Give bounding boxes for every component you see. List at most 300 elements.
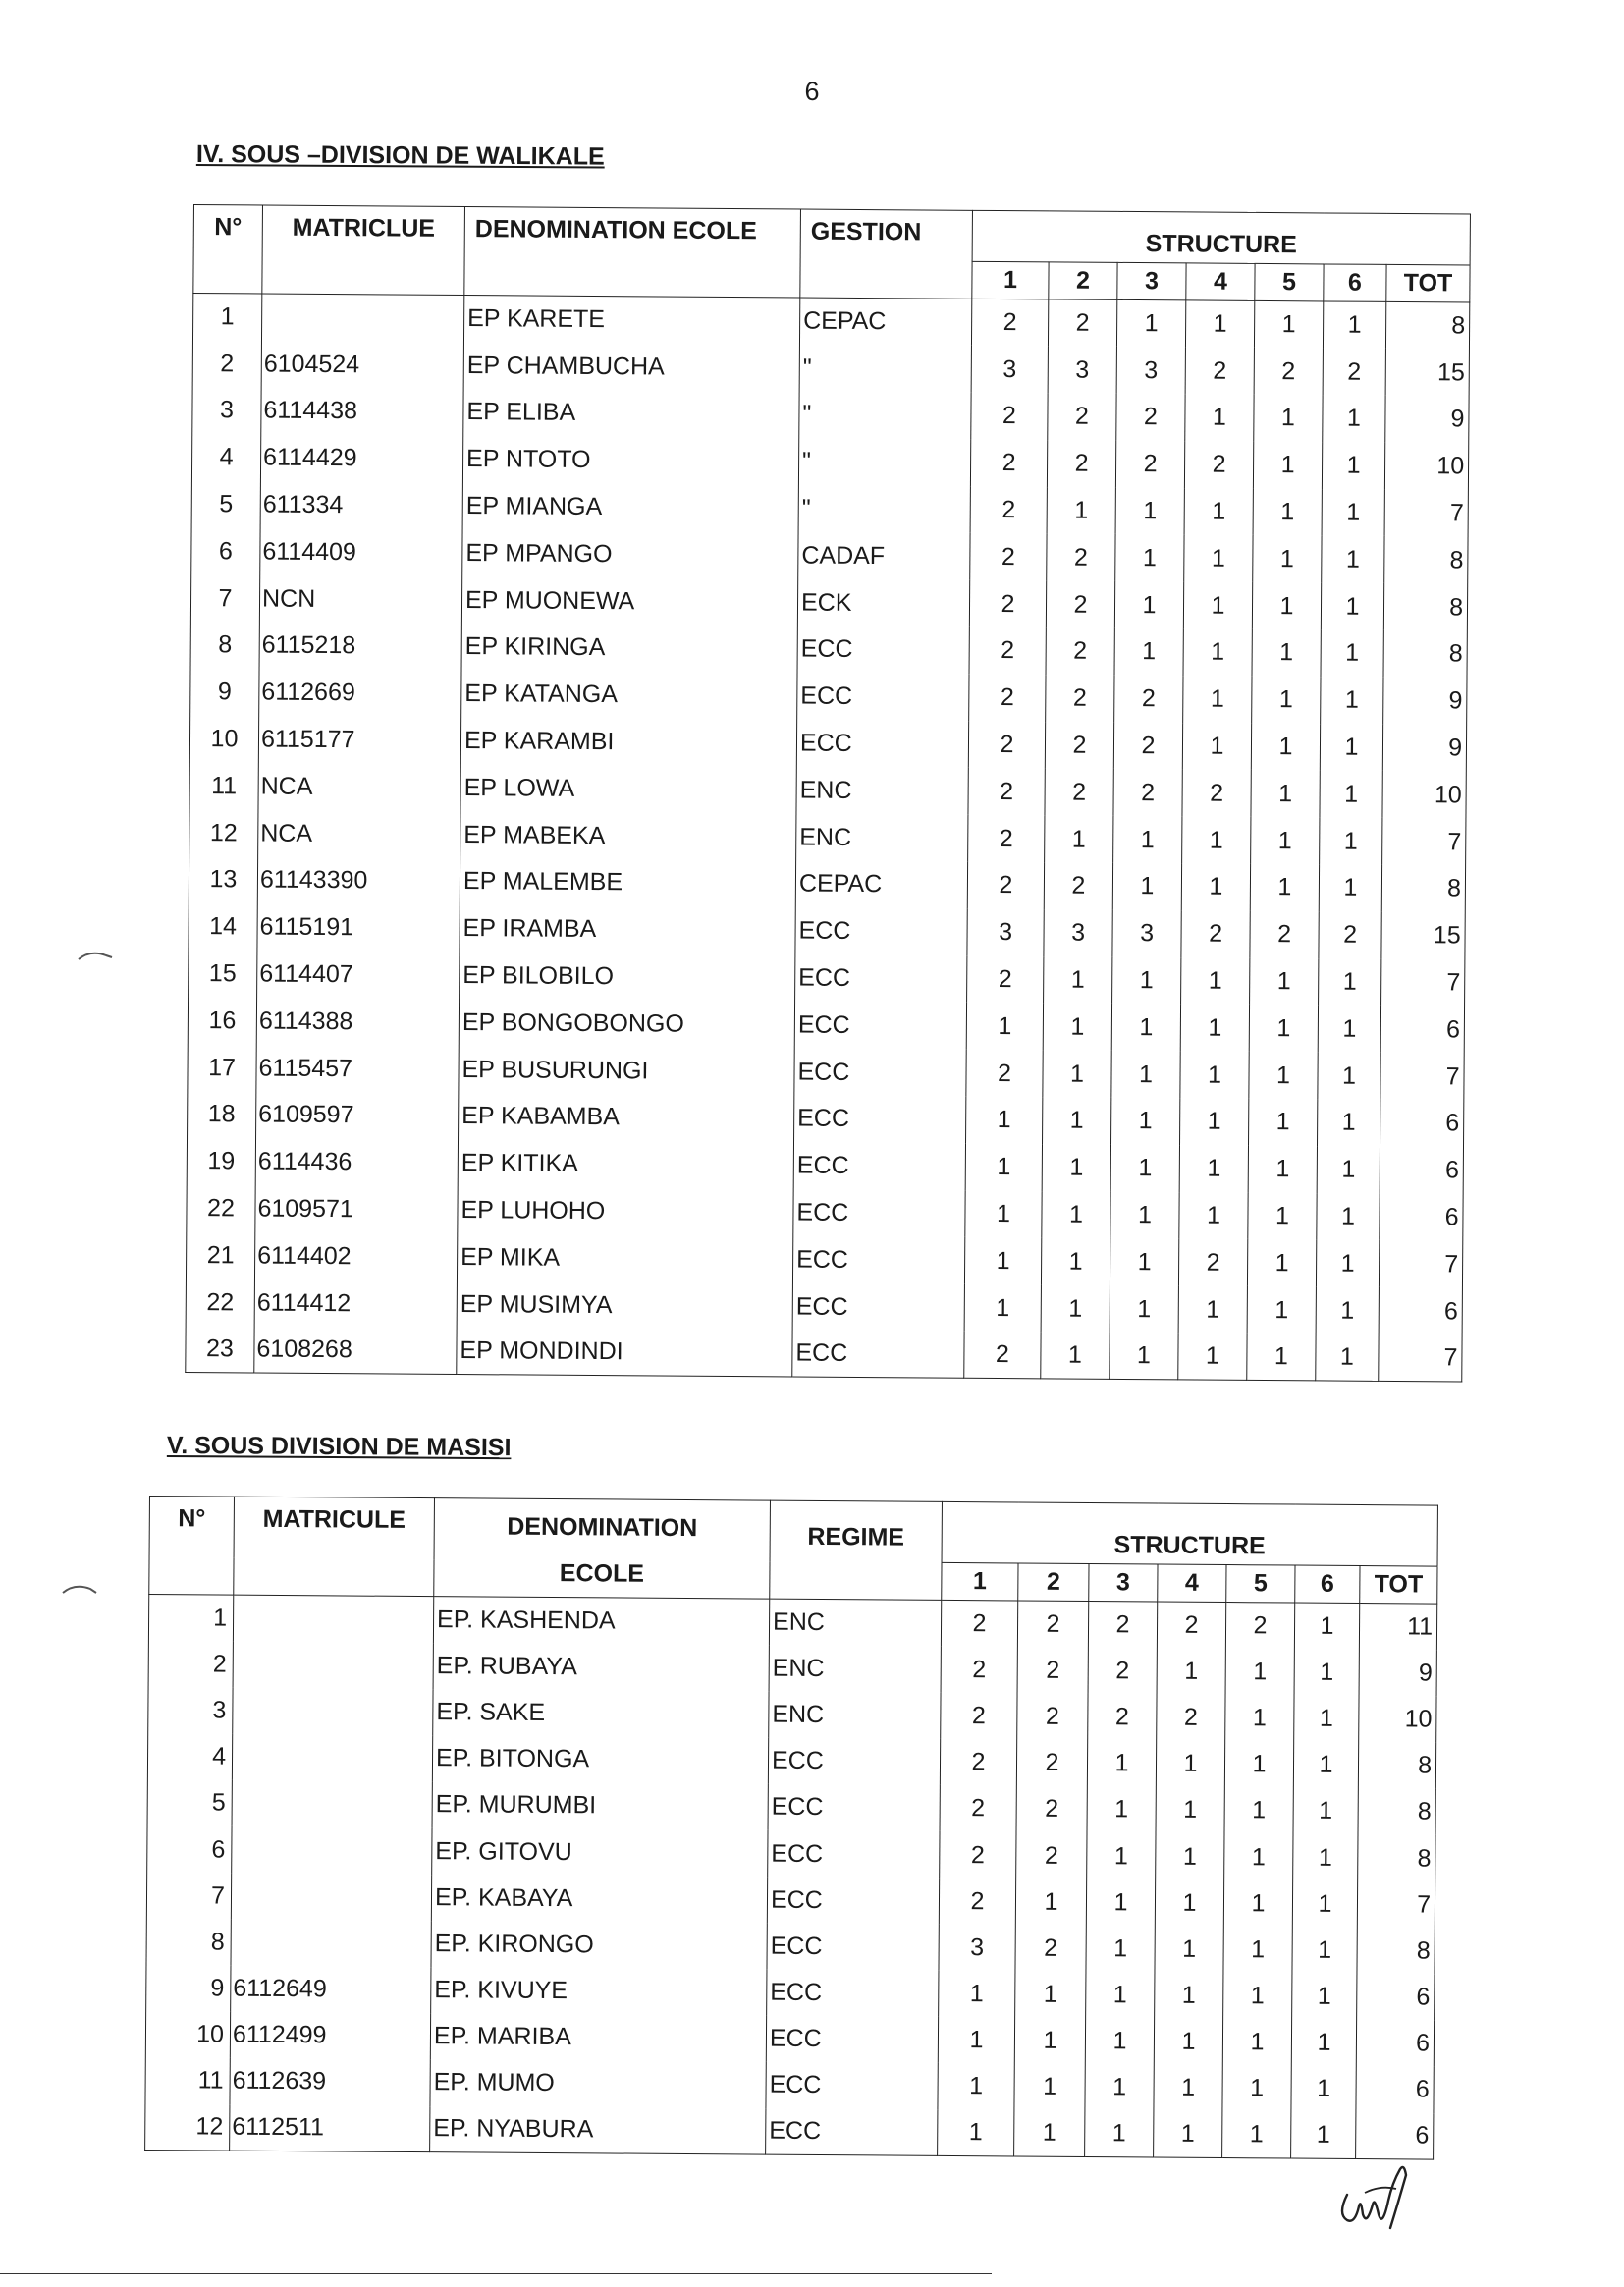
- structure-year-3-cell: 1: [1110, 1145, 1179, 1192]
- gestion-cell: ": [798, 438, 970, 486]
- total-cell: 8: [1383, 630, 1467, 678]
- structure-year-3-cell: 1: [1113, 816, 1182, 863]
- structure-year-1-cell: 2: [969, 580, 1046, 627]
- regime-cell: ECC: [768, 1830, 940, 1878]
- col-header-regime: REGIME: [770, 1500, 943, 1600]
- structure-year-1-cell: 2: [941, 1600, 1017, 1647]
- matricule-cell: 6115177: [258, 716, 460, 764]
- matricule-cell: 61143390: [257, 857, 460, 905]
- structure-year-5-cell: 1: [1224, 1787, 1293, 1834]
- matricule-cell: 6114436: [255, 1138, 458, 1186]
- structure-year-5-cell: 1: [1252, 582, 1321, 629]
- structure-year-5-cell: 1: [1224, 1833, 1293, 1880]
- structure-year-1-cell: 2: [971, 299, 1048, 346]
- school-name-cell: EP. MARIBA: [430, 2013, 766, 2062]
- structure-year-4-cell: 2: [1178, 1239, 1247, 1286]
- gestion-cell: CADAF: [798, 532, 970, 580]
- structure-year-1-cell: 2: [968, 768, 1045, 815]
- structure-year-1-cell: 2: [940, 1785, 1016, 1832]
- structure-year-4-cell: 1: [1178, 1286, 1247, 1334]
- school-name-cell: EP CHAMBUCHA: [463, 342, 799, 391]
- structure-year-5-cell: 1: [1251, 724, 1320, 771]
- col-header-denomination: [434, 1498, 771, 1600]
- matricule-cell: 6112639: [230, 2058, 430, 2106]
- structure-year-3-cell: 1: [1086, 1972, 1155, 2019]
- structure-year-3-cell: 1: [1114, 628, 1183, 676]
- structure-year-6-cell: 1: [1321, 630, 1383, 678]
- row-number: 7: [190, 574, 259, 622]
- structure-year-1-cell: 2: [969, 627, 1046, 675]
- structure-year-1-cell: 2: [964, 1332, 1041, 1379]
- structure-year-6-cell: 1: [1316, 1287, 1379, 1334]
- total-cell: 8: [1383, 583, 1467, 630]
- matricule-cell: 6108268: [254, 1327, 457, 1375]
- total-cell: 8: [1357, 1928, 1435, 1975]
- structure-year-2-cell: 1: [1047, 487, 1115, 534]
- school-name-cell: EP KARAMBI: [460, 718, 796, 767]
- footer-rule: [0, 2273, 992, 2274]
- total-cell: 8: [1384, 536, 1468, 583]
- school-name-cell: EP MABEKA: [460, 811, 796, 860]
- school-name-cell: EP IRAMBA: [460, 905, 795, 954]
- structure-year-2-cell: 2: [1048, 393, 1116, 440]
- total-cell: 6: [1380, 1194, 1463, 1241]
- structure-year-2-cell: 3: [1044, 909, 1112, 956]
- school-name-cell: EP. BITONGA: [432, 1735, 768, 1784]
- col-header-year-4: 4: [1158, 1564, 1226, 1603]
- structure-year-2-cell: 2: [1046, 675, 1114, 722]
- gestion-cell: ECC: [794, 1096, 966, 1144]
- structure-year-1-cell: 2: [969, 675, 1046, 722]
- structure-year-3-cell: 1: [1115, 488, 1184, 535]
- structure-year-5-cell: 1: [1248, 1193, 1317, 1240]
- gestion-cell: ECC: [793, 1189, 965, 1237]
- gestion-cell: ECC: [796, 720, 968, 768]
- row-number: 21: [186, 1231, 254, 1279]
- matricule-cell: [231, 1873, 431, 1921]
- structure-year-3-cell: 1: [1112, 957, 1181, 1005]
- structure-year-6-cell: 1: [1294, 1695, 1359, 1742]
- structure-year-3-cell: 2: [1116, 394, 1185, 441]
- total-cell: 9: [1359, 1650, 1436, 1697]
- structure-year-6-cell: 1: [1323, 301, 1385, 349]
- structure-year-5-cell: 1: [1225, 1695, 1294, 1742]
- structure-year-5-cell: 1: [1249, 1005, 1318, 1052]
- total-cell: 7: [1381, 959, 1465, 1007]
- structure-year-5-cell: 1: [1247, 1239, 1316, 1286]
- structure-year-3-cell: 1: [1085, 2064, 1154, 2111]
- structure-year-4-cell: 1: [1183, 628, 1252, 676]
- structure-year-1-cell: 3: [939, 1925, 1015, 1972]
- col-header-structure: STRUCTURE: [942, 1501, 1438, 1566]
- structure-year-6-cell: 1: [1320, 771, 1382, 818]
- row-number: 12: [145, 2104, 230, 2151]
- row-number: 17: [188, 1044, 256, 1091]
- gestion-cell: ECC: [792, 1331, 964, 1379]
- matricule-cell: NCA: [258, 810, 460, 858]
- structure-year-6-cell: 2: [1323, 349, 1385, 396]
- school-name-cell: EP. KIVUYE: [431, 1967, 767, 2016]
- gestion-cell: ECC: [797, 626, 969, 675]
- structure-year-3-cell: 1: [1111, 1004, 1180, 1051]
- structure-year-6-cell: 1: [1316, 1240, 1379, 1287]
- table-row: [145, 2104, 1434, 2160]
- school-name-cell: EP MUONEWA: [461, 576, 797, 626]
- row-number: 12: [189, 809, 258, 856]
- col-header-year-5: 5: [1255, 263, 1324, 301]
- matricule-cell: [232, 1734, 432, 1782]
- school-name-cell: EP. RUBAYA: [433, 1643, 769, 1692]
- structure-year-2-cell: 1: [1044, 956, 1112, 1004]
- school-name-cell: EP. KABAYA: [431, 1875, 767, 1924]
- structure-year-6-cell: 1: [1291, 2066, 1356, 2113]
- structure-year-4-cell: 1: [1154, 2065, 1222, 2112]
- structure-year-2-cell: 2: [1046, 627, 1114, 675]
- structure-year-4-cell: 1: [1180, 1098, 1249, 1145]
- structure-year-6-cell: 1: [1323, 396, 1385, 443]
- structure-year-5-cell: 1: [1247, 1286, 1316, 1334]
- col-header-denomination-line2: ECOLE: [559, 1559, 645, 1588]
- structure-year-1-cell: 2: [941, 1647, 1017, 1694]
- gestion-cell: ECC: [792, 1283, 964, 1332]
- matricule-cell: [233, 1688, 433, 1736]
- structure-year-6-cell: 1: [1291, 2020, 1356, 2067]
- structure-year-6-cell: 1: [1316, 1334, 1379, 1381]
- total-cell: 7: [1380, 1053, 1464, 1100]
- total-cell: 8: [1358, 1742, 1435, 1789]
- structure-year-2-cell: 2: [1017, 1693, 1088, 1740]
- structure-year-6-cell: 1: [1317, 1193, 1380, 1240]
- structure-year-6-cell: 1: [1321, 677, 1383, 724]
- school-name-cell: EP BILOBILO: [460, 953, 795, 1002]
- total-cell: 8: [1358, 1834, 1435, 1881]
- matricule-cell: 6114409: [260, 528, 462, 576]
- structure-year-3-cell: 1: [1086, 1926, 1155, 1973]
- row-number: 11: [189, 762, 258, 809]
- structure-year-2-cell: 1: [1043, 1097, 1111, 1144]
- structure-year-5-cell: 1: [1253, 489, 1322, 536]
- regime-cell: ECC: [766, 2016, 938, 2063]
- col-header-denomination-line1: DENOMINATION: [507, 1512, 698, 1543]
- row-number: 4: [191, 434, 260, 481]
- total-cell: 9: [1383, 678, 1467, 725]
- matricule-cell: 6114438: [261, 388, 463, 436]
- matricule-cell: 6104524: [261, 341, 463, 389]
- structure-year-3-cell: 1: [1110, 1192, 1179, 1239]
- row-number: 2: [148, 1641, 233, 1688]
- col-header-year-6: 6: [1324, 264, 1386, 301]
- col-header-matricule: MATRICLUE: [262, 205, 465, 296]
- gestion-cell: ": [799, 392, 971, 440]
- structure-year-2-cell: 1: [1041, 1238, 1110, 1285]
- total-cell: 6: [1356, 2020, 1434, 2067]
- gestion-cell: ECC: [795, 907, 967, 955]
- matricule-cell: 6112669: [259, 669, 461, 717]
- structure-year-4-cell: 1: [1156, 1741, 1224, 1788]
- regime-cell: ENC: [769, 1692, 941, 1739]
- matricule-cell: [233, 1641, 433, 1689]
- structure-year-3-cell: 1: [1087, 1786, 1156, 1833]
- regime-cell: ECC: [766, 2108, 938, 2155]
- structure-year-1-cell: 2: [967, 862, 1044, 909]
- matricule-cell: 6114388: [256, 998, 459, 1046]
- structure-year-6-cell: 1: [1318, 1053, 1380, 1100]
- structure-year-4-cell: 1: [1180, 1005, 1249, 1052]
- col-header-gestion: GESTION: [800, 209, 973, 299]
- structure-year-5-cell: 2: [1225, 1603, 1294, 1650]
- school-name-cell: EP MIKA: [457, 1233, 792, 1282]
- gestion-cell: ECC: [797, 673, 969, 721]
- gestion-cell: CEPAC: [799, 298, 971, 346]
- regime-cell: ECC: [768, 1738, 940, 1785]
- structure-year-6-cell: 1: [1317, 1146, 1380, 1193]
- structure-year-4-cell: 1: [1182, 817, 1251, 864]
- structure-year-1-cell: 2: [941, 1693, 1017, 1740]
- structure-year-5-cell: 1: [1248, 1146, 1317, 1193]
- total-cell: 6: [1379, 1287, 1462, 1334]
- structure-year-1-cell: 1: [964, 1237, 1041, 1284]
- matricule-cell: 6115218: [259, 623, 461, 671]
- row-number: 18: [188, 1091, 256, 1138]
- structure-year-1-cell: 1: [964, 1284, 1041, 1332]
- matricule-cell: [232, 1780, 432, 1828]
- structure-year-4-cell: 1: [1155, 1879, 1223, 1927]
- total-cell: 7: [1379, 1334, 1462, 1382]
- structure-year-5-cell: 1: [1250, 958, 1319, 1006]
- structure-year-6-cell: 1: [1292, 1927, 1357, 1974]
- gestion-cell: ECC: [794, 1002, 966, 1050]
- structure-year-1-cell: 1: [966, 1097, 1043, 1144]
- structure-year-1-cell: 2: [939, 1879, 1015, 1926]
- matricule-cell: [231, 1919, 431, 1967]
- structure-year-5-cell: 1: [1224, 1741, 1293, 1788]
- structure-year-3-cell: 1: [1115, 534, 1184, 581]
- structure-year-5-cell: 1: [1222, 2112, 1291, 2159]
- row-number: 3: [192, 387, 261, 434]
- walikale-schools-table: [185, 204, 1471, 1383]
- regime-cell: ENC: [769, 1645, 941, 1692]
- structure-year-2-cell: 1: [1041, 1285, 1110, 1333]
- structure-year-5-cell: 1: [1222, 2019, 1291, 2066]
- structure-year-3-cell: 1: [1110, 1285, 1178, 1333]
- structure-year-6-cell: 2: [1319, 911, 1381, 958]
- structure-year-5-cell: 1: [1252, 629, 1321, 677]
- school-name-cell: EP KATANGA: [461, 671, 797, 720]
- structure-year-4-cell: 1: [1157, 1648, 1225, 1695]
- structure-year-5-cell: 1: [1249, 1099, 1318, 1146]
- structure-year-5-cell: 1: [1222, 2065, 1291, 2112]
- structure-year-1-cell: 2: [970, 533, 1047, 580]
- matricule-cell: [232, 1826, 432, 1875]
- structure-year-3-cell: 2: [1088, 1694, 1157, 1741]
- structure-year-6-cell: 1: [1291, 2112, 1356, 2159]
- matricule-cell: 6112649: [231, 1966, 431, 2014]
- gestion-cell: ECC: [794, 1049, 966, 1097]
- structure-year-2-cell: 2: [1016, 1740, 1087, 1787]
- structure-year-6-cell: 1: [1293, 1742, 1358, 1789]
- structure-year-2-cell: 1: [1014, 2110, 1085, 2157]
- col-header-total: TOT: [1360, 1566, 1437, 1605]
- structure-year-5-cell: 1: [1225, 1649, 1294, 1696]
- structure-year-6-cell: 1: [1320, 818, 1382, 865]
- matricule-cell: 6114407: [257, 951, 460, 999]
- col-header-total: TOT: [1386, 264, 1470, 302]
- structure-year-2-cell: 1: [1014, 2018, 1085, 2065]
- structure-year-6-cell: 1: [1292, 1974, 1357, 2021]
- structure-year-5-cell: 1: [1223, 1927, 1292, 1974]
- signature-initials: [1335, 2155, 1424, 2234]
- row-number: 6: [147, 1825, 232, 1873]
- regime-cell: ECC: [767, 1970, 939, 2017]
- structure-year-3-cell: 1: [1114, 581, 1183, 628]
- structure-year-5-cell: 1: [1223, 1880, 1292, 1928]
- school-name-cell: EP NTOTO: [462, 436, 798, 485]
- total-cell: 7: [1382, 818, 1466, 865]
- structure-year-1-cell: 2: [970, 486, 1047, 533]
- structure-year-1-cell: 1: [965, 1190, 1042, 1237]
- matricule-cell: 6114412: [254, 1280, 457, 1328]
- structure-year-6-cell: 1: [1317, 1099, 1380, 1146]
- structure-year-4-cell: 1: [1185, 395, 1254, 442]
- structure-year-2-cell: 2: [1015, 1925, 1086, 1972]
- school-name-cell: EP ELIBA: [463, 389, 799, 438]
- row-number: 14: [189, 903, 257, 951]
- row-number: 11: [145, 2057, 230, 2104]
- structure-year-2-cell: 1: [1015, 1879, 1086, 1926]
- total-cell: 10: [1382, 771, 1466, 818]
- school-name-cell: EP. SAKE: [433, 1689, 769, 1738]
- row-number: 15: [189, 951, 257, 998]
- structure-year-4-cell: 1: [1179, 1192, 1248, 1239]
- structure-year-1-cell: 3: [967, 909, 1044, 956]
- structure-year-6-cell: 1: [1319, 958, 1381, 1006]
- masisi-schools-table: [144, 1496, 1438, 2160]
- structure-year-1-cell: 1: [938, 2109, 1014, 2156]
- regime-cell: ECC: [766, 2062, 938, 2109]
- row-number: 6: [191, 527, 260, 574]
- structure-year-3-cell: 2: [1088, 1648, 1157, 1695]
- total-cell: 6: [1380, 1147, 1463, 1194]
- matricule-cell: 6109597: [256, 1092, 459, 1140]
- structure-year-1-cell: 2: [968, 815, 1045, 862]
- matricule-cell: NCA: [258, 763, 460, 811]
- structure-year-3-cell: 3: [1112, 910, 1181, 957]
- structure-year-4-cell: 1: [1155, 1973, 1223, 2020]
- row-number: 22: [187, 1185, 255, 1232]
- total-cell: 11: [1359, 1604, 1436, 1651]
- school-name-cell: EP MUSIMYA: [457, 1280, 792, 1330]
- structure-year-3-cell: 1: [1086, 1879, 1155, 1927]
- structure-year-3-cell: 1: [1085, 2018, 1154, 2065]
- matricule-cell: 6112511: [230, 2104, 430, 2152]
- structure-year-4-cell: 1: [1180, 1052, 1249, 1099]
- row-number: 9: [190, 669, 259, 716]
- total-cell: 9: [1385, 396, 1469, 443]
- total-cell: 7: [1384, 490, 1468, 537]
- structure-year-2-cell: 1: [1043, 1004, 1111, 1051]
- structure-year-6-cell: 1: [1322, 489, 1384, 536]
- structure-year-1-cell: 2: [971, 393, 1048, 440]
- matricule-cell: 6109571: [255, 1185, 458, 1233]
- structure-year-2-cell: 2: [1044, 862, 1112, 909]
- row-number: 10: [189, 716, 258, 763]
- matricule-cell: [233, 1595, 433, 1643]
- table-row: [186, 1326, 1462, 1382]
- structure-year-4-cell: 2: [1184, 441, 1253, 488]
- structure-year-3-cell: 2: [1115, 441, 1184, 488]
- gestion-cell: ENC: [796, 767, 968, 815]
- col-header-year-6: 6: [1295, 1565, 1360, 1603]
- total-cell: 6: [1380, 1100, 1463, 1147]
- masisi-section-title: V. SOUS DIVISION DE MASISI: [166, 1432, 512, 1462]
- total-cell: 7: [1357, 1881, 1435, 1929]
- gestion-cell: ": [798, 485, 970, 533]
- structure-year-4-cell: 1: [1182, 723, 1251, 770]
- structure-year-1-cell: 2: [966, 1050, 1043, 1097]
- structure-year-4-cell: 1: [1178, 1333, 1247, 1380]
- school-name-cell: EP MALEMBE: [460, 858, 795, 907]
- structure-year-2-cell: 2: [1047, 440, 1115, 487]
- structure-year-3-cell: 1: [1110, 1333, 1178, 1380]
- row-number: 4: [147, 1733, 232, 1780]
- structure-year-6-cell: 1: [1293, 1788, 1358, 1835]
- school-name-cell: EP. KASHENDA: [433, 1597, 769, 1646]
- regime-cell: ECC: [767, 1877, 939, 1924]
- structure-year-4-cell: 2: [1182, 770, 1251, 817]
- structure-year-6-cell: 1: [1294, 1603, 1359, 1650]
- total-cell: 8: [1358, 1788, 1435, 1835]
- structure-year-3-cell: 2: [1114, 676, 1183, 723]
- structure-year-4-cell: 1: [1156, 1833, 1224, 1880]
- school-name-cell: EP MIANGA: [462, 483, 798, 532]
- structure-year-5-cell: 1: [1253, 535, 1322, 582]
- total-cell: 7: [1379, 1240, 1462, 1287]
- matricule-cell: 6115457: [256, 1045, 459, 1093]
- structure-year-4-cell: 1: [1183, 582, 1252, 629]
- structure-year-2-cell: 1: [1015, 1971, 1086, 2018]
- structure-year-4-cell: 1: [1185, 300, 1254, 348]
- col-header-matricule: MATRICULE: [234, 1497, 435, 1596]
- walikale-section-title: IV. SOUS –DIVISION DE WALIKALE: [195, 140, 605, 171]
- row-number: 5: [147, 1779, 232, 1826]
- school-name-cell: EP BUSURUNGI: [459, 1046, 794, 1095]
- structure-year-6-cell: 1: [1322, 442, 1384, 489]
- gestion-cell: ECK: [797, 579, 969, 627]
- col-header-denomination: DENOMINATION ECOLE: [464, 207, 801, 299]
- matricule-cell: 6114402: [254, 1232, 457, 1280]
- structure-year-2-cell: 2: [1045, 769, 1113, 816]
- structure-year-4-cell: 1: [1181, 863, 1250, 910]
- structure-year-6-cell: 1: [1321, 583, 1383, 630]
- col-header-num: N°: [193, 205, 263, 295]
- structure-year-1-cell: 1: [966, 1003, 1043, 1050]
- structure-year-6-cell: 1: [1294, 1649, 1359, 1696]
- regime-cell: ECC: [767, 1923, 939, 1970]
- structure-year-2-cell: 3: [1048, 347, 1116, 394]
- total-cell: 6: [1357, 1974, 1435, 2021]
- row-number: 5: [191, 481, 260, 528]
- structure-year-4-cell: 2: [1185, 348, 1254, 395]
- total-cell: 6: [1356, 2066, 1434, 2113]
- gestion-cell: ": [799, 345, 971, 393]
- structure-year-6-cell: 1: [1292, 1880, 1357, 1928]
- structure-year-4-cell: 2: [1157, 1602, 1225, 1649]
- gestion-cell: ENC: [796, 814, 968, 862]
- row-number: 7: [146, 1873, 231, 1920]
- structure-year-2-cell: 2: [1016, 1832, 1087, 1879]
- structure-year-2-cell: 2: [1046, 581, 1114, 628]
- school-name-cell: EP KABAMBA: [459, 1093, 794, 1142]
